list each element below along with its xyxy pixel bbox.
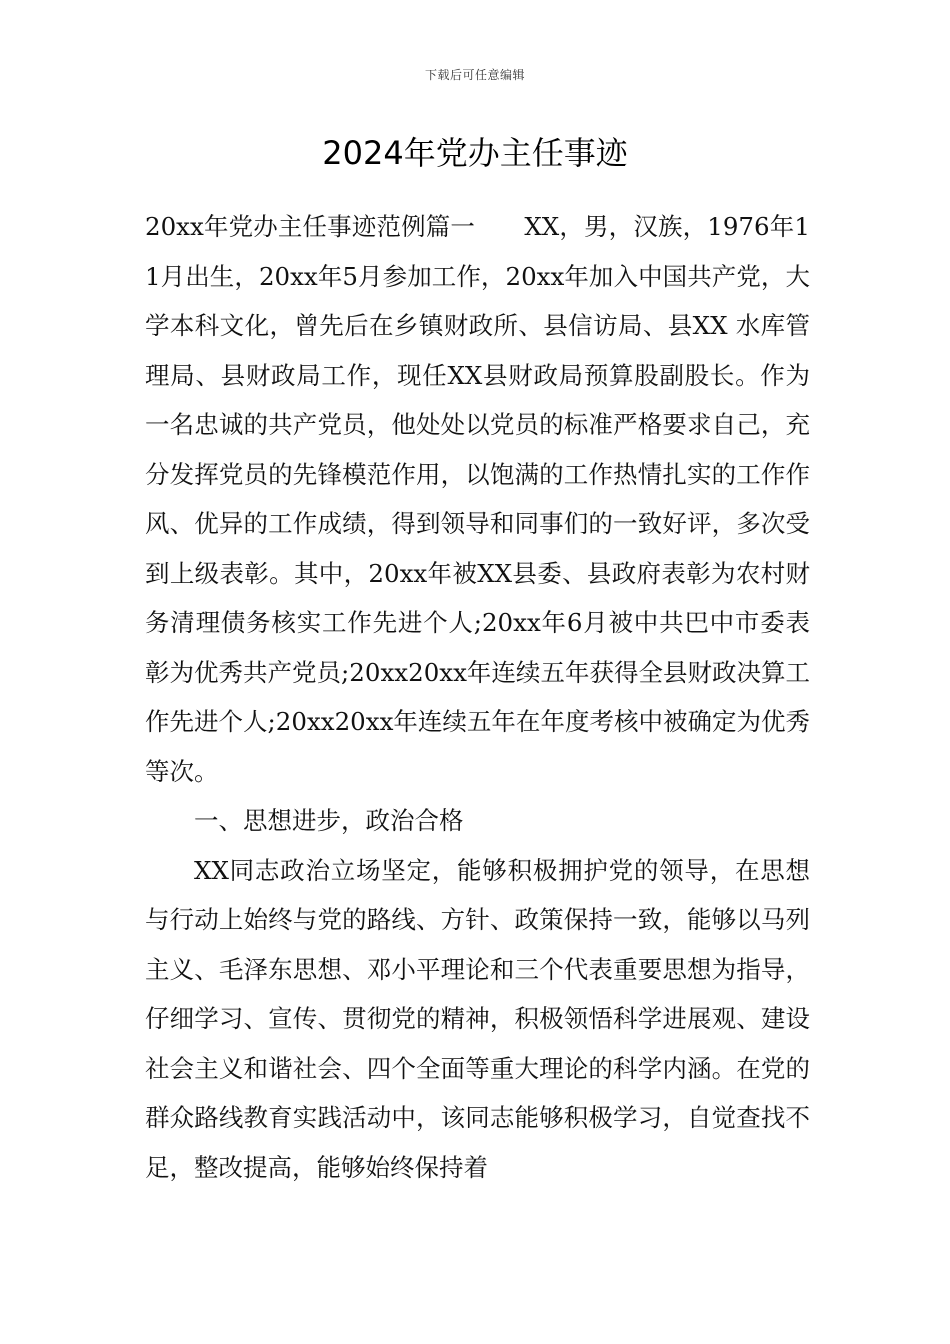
document-title: 2024年党办主任事迹 (322, 134, 628, 172)
intro-paragraph: 20xx年党办主任事迹范例篇一 XX，男，汉族，1976年11月出生，20xx年5月参加工作，20xx年加入中国共产党，大学本科文化，曾先后在乡镇财政所、县信访局、县XX 水库管理局、县财政局工作，现任XX县财政局预算股副股长。作为一名忠诚的共产党员，他处处以党员的标准严格要求自己，充分发挥党员的先锋模范作用，以饱满的工作热情扎实的工作作风、优异的工作成绩，得到领导和同事们的一致好评，多次受到上级表彰。其中，20xx年被XX县委、县政府表彰为农村财务清理债务核实工作先进个人;20xx年6月被中共巴中市委表彰为优秀共产党员;20xx20xx年连续五年获得全县财政决算工作先进个人;20xx20xx年连续五年在年度考核中被确定为优秀等次。 (145, 212, 810, 786)
body-paragraph: XX同志政治立场坚定，能够积极拥护党的领导，在思想与行动上始终与党的路线、方针、政策保持一致，能够以马列主义、毛泽东思想、邓小平理论和三个代表重要思想为指导，仔细学习、宣传、贯彻党的精神，积极领悟科学进展观、建设社会主义和谐社会、四个全面等重大理论的科学内涵。在党的群众路线教育实践活动中，该同志能够积极学习，自觉查找不足，整改提高，能够始终保持着 (145, 855, 810, 1182)
section-heading: 一、思想进步，政治合格 (194, 806, 464, 835)
header-note: 下载后可任意编辑 (424, 68, 525, 82)
document-body (145, 202, 810, 1192)
